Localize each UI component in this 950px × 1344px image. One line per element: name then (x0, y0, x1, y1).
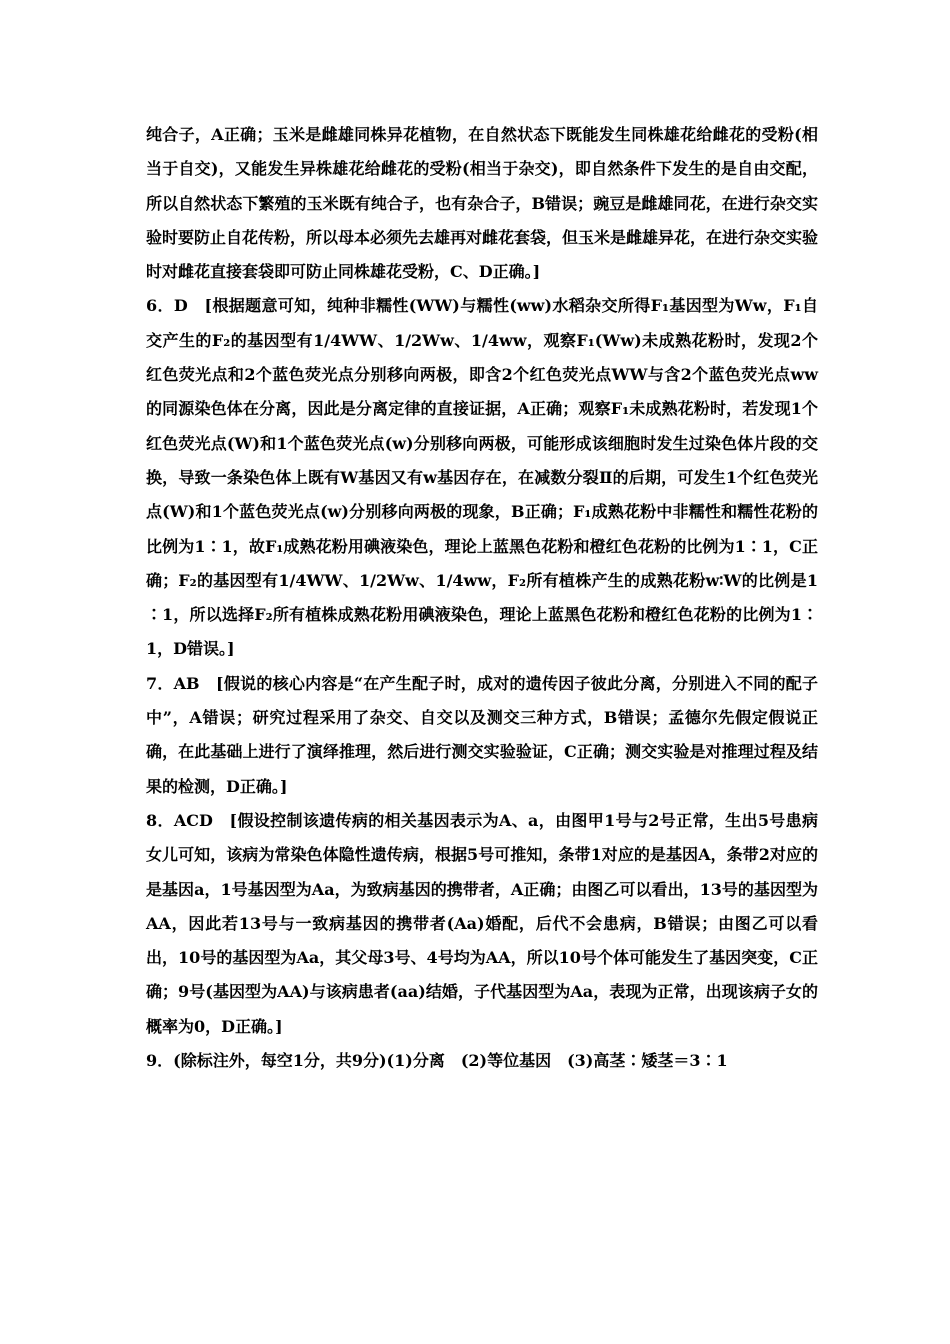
answer-5-continuation: 纯合子，A正确；玉米是雌雄同株异花植物，在自然状态下既能发生同株雄花给雌花的受粉(相当于自交)，又能发生异株雄花给雌花的受粉(相当于杂交)，即自然条件下发生的是自由交配，所以自然状态下繁殖的玉米既有纯合子，也有杂合子，B错误；豌豆是雌雄同花，在进行杂交实验时要防止自花传粉，所以母本必须先去雄再对雌花套袋，但玉米是雌雄异花，在进行杂交实验时对雌花直接套袋即可防止同株雄花受粉，C、D正确。] (146, 125, 819, 282)
answer-6: 6．D [根据题意可知，纯种非糯性(WW)与糯性(ww)水稻杂交所得F₁基因型为Ww，F₁自交产生的F₂的基因型有1/4WW、1/2Ww、1/4ww，观察F₁(Ww)未成熟花粉时，发现2个红色荧光点和2个蓝色荧光点分别移向两极，即含2个红色荧光点WW与含2个蓝色荧光点ww的同源染色体在分离，因此是分离定律的直接证据，A正确；观察F₁未成熟花粉时，若发现1个红色荧光点(W)和1个蓝色荧光点(w)分别移向两极，可能形成该细胞时发生过染色体片段的交换，导致一条染色体上既有W基因又有w基因存在，在减数分裂Ⅱ的后期，可发生1个红色荧光点(W)和1个蓝色荧光点(w)分别移向两极的现象，B正确；F₁成熟花粉中非糯性和糯性花粉的比例为1∶1，故F₁成熟花粉用碘液染色，理论上蓝黑色花粉和橙红色花粉的比例为1∶1，C正确；F₂的基因型有1/4WW、1/2Ww、1/4ww，F₂所有植株产生的成熟花粉w∶W的比例是1∶1，所以选择F₂所有植株成熟花粉用碘液染色，理论上蓝黑色花粉和橙红色花粉的比例为1∶1，D错误。] (146, 296, 818, 659)
answer-8: 8．ACD [假设控制该遗传病的相关基因表示为A、a，由图甲1号与2号正常，生出5号患病女儿可知，该病为常染色体隐性遗传病，根据5号可推知，条带1对应的是基因A，条带2对应的是基因a，1号基因型为Aa，为致病基因的携带者，A正确；由图乙可以看出，13号的基因型为AA，因此若13号与一致病基因的携带者(Aa)婚配，后代不会患病，B错误；由图乙可以看出，10号的基因型为Aa，其父母3号、4号均为AA，所以10号个体可能发生了基因突变，C正确；9号(基因型为AA)与该病患者(aa)结婚，子代基因型为Aa，表现为正常，出现该病子女的概率为0，D正确。] (146, 810, 818, 1036)
answer-7: 7．AB [假说的核心内容是“在产生配子时，成对的遗传因子彼此分离，分别进入不同的配子中”，A错误；研究过程采用了杂交、自交以及测交三种方式，B错误；孟德尔先假定假说正确，在此基础上进行了演绎推理，然后进行测交实验验证，C正确；测交实验是对推理过程及结果的检测，D正确。] (146, 673, 818, 796)
answer-page (146, 118, 818, 1078)
answer-9: 9．(除标注外，每空1分，共9分)(1)分离 (2)等位基因 (3)高茎∶矮茎＝3∶1 (146, 1051, 728, 1071)
